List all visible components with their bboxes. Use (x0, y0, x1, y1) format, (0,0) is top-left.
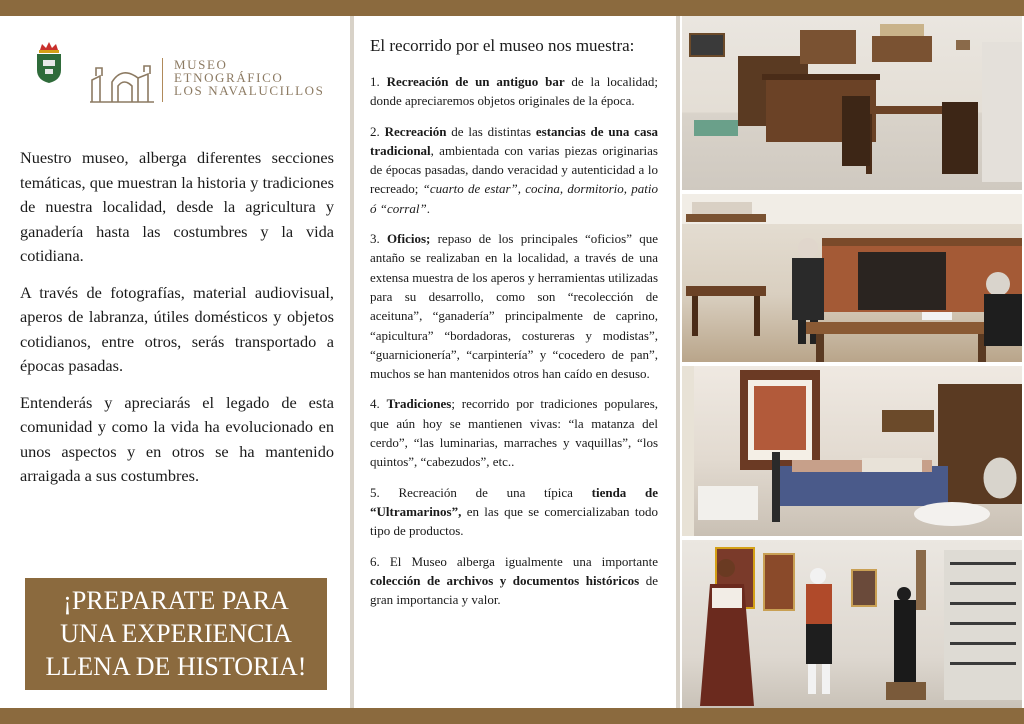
middle-panel (354, 16, 676, 708)
intro-paragraph-1: Nuestro museo, alberga diferentes secciones temáticas, que muestran la historia y tradiciones de nuestra localidad, desde la agricultura y ganadería hasta las costumbres y la vida cotidiana. (20, 148, 334, 265)
item-text: de las distintas (446, 123, 536, 139)
item-number: 2. (370, 123, 380, 139)
right-panel (680, 16, 1024, 708)
cta-banner (25, 578, 327, 690)
item-number: 5. (370, 484, 380, 500)
logo-divider (162, 58, 163, 102)
cta-line-3: LLENA DE HISTORIA! (45, 652, 307, 681)
bedroom-scene-image (682, 366, 1022, 536)
item-text: El Museo alberga igualmente una importante (389, 553, 658, 569)
item-text: , ambientada con varias piezas originarias de épocas pasadas, dando veracidad y autenticidad a lo recreado; (370, 142, 658, 197)
logo-header (30, 30, 330, 100)
intro-text (20, 146, 334, 501)
item-text: de la localidad; donde apreciaremos objetos originales de la época. (370, 74, 658, 109)
tour-title: El recorrido por el museo nos muestra: (370, 36, 635, 55)
item-text: en las que se comercializaban todo tipo de productos. (370, 503, 658, 539)
item-text: ; recorrido por tradiciones populares, que aún hoy se mantienen vivas: “la matanza del cerdo”, “las luminarias, marraches y vaquillas”, “los quintos”, “cabezudos”, etc.. (370, 396, 659, 470)
item-heading: Oficios; (387, 231, 431, 247)
logo-line-2: ETNOGRÁFICO (174, 70, 284, 85)
top-border (0, 0, 1024, 16)
item-heading: Recreación de un antiguo bar (386, 74, 565, 89)
tour-item-house (370, 122, 658, 218)
item-text: . (426, 200, 430, 216)
item-number: 1. (370, 74, 380, 89)
intro-paragraph-3: Entenderás y apreciarás el legado de esta comunidad y como la vida ha evolucionado en unos aspectos y en otros se ha mantenido arraigada a sus costumbres. (20, 392, 334, 485)
bottom-border (0, 708, 1024, 724)
kitchen-scene-image (682, 194, 1022, 362)
photo-bedroom (682, 366, 1022, 536)
tour-item-trades (370, 229, 658, 383)
bar-scene-image (682, 16, 1022, 190)
item-text: repaso de los principales “oficios” que antaño se realizaban en la localidad, a través de una extensa muestra de los aperos y herramientas utilizadas para su desarrollo, como son “recolección de aceituna”, “ganadería” principalmente de caprino, “apicultura” “bordadoras, costureras y modistas”, “guarnicionería”, “carpintería” y “cocedero de pan”, muchos se han mantenidos otros han caído en desuso. (370, 231, 658, 382)
costumes-scene-image (682, 540, 1022, 708)
coat-of-arms-icon (34, 40, 64, 84)
item-number: 3. (370, 231, 380, 247)
photo-costumes-shop (682, 540, 1022, 708)
item-text: de gran importancia y valor. (370, 572, 658, 608)
item-heading: colección de archivos y documentos históricos (370, 572, 640, 588)
photo-traditional-kitchen (682, 194, 1022, 362)
item-text: Recreación de una típica (398, 484, 592, 500)
tour-item-archive (370, 552, 658, 610)
cta-line-2: UNA EXPERIENCIA (60, 619, 292, 648)
logo-line-1: MUSEO (174, 57, 228, 72)
tour-item-traditions (370, 394, 658, 471)
logo-line-3: LOS NAVALUCILLOS (174, 83, 325, 98)
tour-item-shop (370, 483, 658, 541)
intro-paragraph-2: A través de fotografías, material audiovisual, aperos de labranza, útiles domésticos y objetos cotidianos, entre otros, serás transportado a épocas pasadas. (20, 282, 334, 375)
item-heading: Tradiciones (386, 396, 452, 412)
left-panel (0, 16, 350, 708)
cta-line-1: ¡PREPARATE PARA (63, 586, 289, 615)
item-number: 4. (370, 396, 380, 412)
item-number: 6. (370, 553, 380, 569)
tour-item-bar (370, 72, 658, 111)
museum-name (174, 58, 324, 97)
item-heading: Recreación (384, 123, 447, 139)
tour-list (370, 72, 658, 620)
item-highlight: estancias de una casa tradicional (370, 123, 658, 158)
museum-arch-icon (88, 58, 156, 104)
photo-old-bar (682, 16, 1022, 190)
item-heading: tienda de “Ultramarinos”, (370, 484, 658, 519)
item-rooms: “cuarto de estar”, cocina, dormitorio, patio ó “corral” (370, 181, 658, 216)
